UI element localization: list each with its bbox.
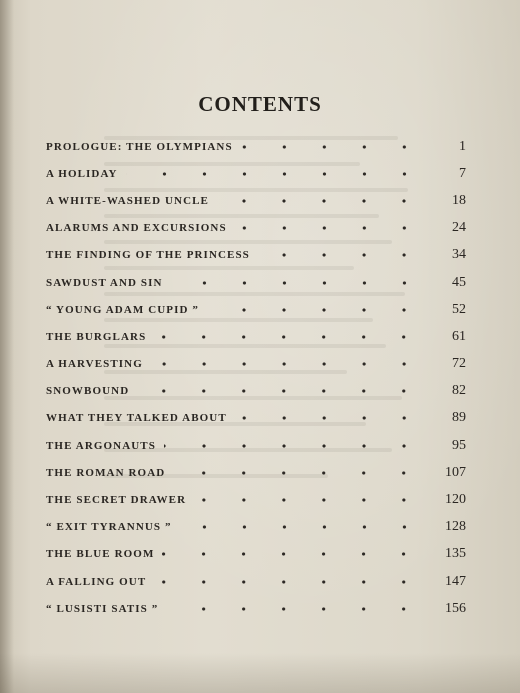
entry-title: THE ROMAN ROAD (46, 466, 166, 479)
dot-leader (258, 250, 424, 260)
contents-entry[interactable] (46, 378, 466, 405)
contents-entry[interactable] (46, 541, 466, 568)
dot-leader (194, 495, 424, 505)
dot-leader (154, 332, 424, 342)
entry-title: THE BLUE ROOM (46, 548, 155, 561)
entry-page-number: 147 (445, 573, 466, 589)
entry-title: PROLOGUE: THE OLYMPIANS (46, 140, 233, 153)
entry-page-number: 61 (452, 328, 466, 344)
entry-page-number: 72 (452, 356, 466, 372)
contents-entry[interactable] (46, 568, 466, 595)
contents-entry[interactable] (46, 486, 466, 513)
dot-leader (180, 522, 424, 532)
contents-entry[interactable] (46, 133, 466, 160)
contents-entry[interactable] (46, 459, 466, 486)
dot-leader (217, 196, 424, 206)
entry-page-number: 24 (452, 220, 466, 236)
dot-leader (207, 305, 424, 315)
entry-title: A WHITE-WASHED UNCLE (46, 194, 209, 207)
dot-leader (137, 386, 424, 396)
contents-entry[interactable] (46, 323, 466, 350)
contents-list (46, 133, 466, 622)
dot-leader (166, 604, 424, 614)
entry-page-number: 135 (445, 546, 466, 562)
contents-entry[interactable] (46, 160, 466, 187)
entry-title: THE BURGLARS (46, 330, 147, 343)
entry-title: A FALLING OUT (46, 575, 147, 588)
entry-page-number: 45 (452, 274, 466, 290)
entry-page-number: 156 (445, 600, 466, 616)
entry-title: SAWDUST AND SIN (46, 276, 163, 289)
contents-entry[interactable] (46, 242, 466, 269)
dot-leader (235, 223, 424, 233)
entry-title: THE FINDING OF THE PRINCESS (46, 249, 250, 262)
entry-page-number: 18 (452, 192, 466, 208)
entry-title: THE SECRET DRAWER (46, 494, 187, 507)
entry-page-number: 7 (459, 165, 466, 181)
entry-title: A HARVESTING (46, 358, 143, 371)
contents-entry[interactable] (46, 187, 466, 214)
bottom-shadow (0, 653, 520, 693)
dot-leader (241, 142, 424, 152)
contents-entry[interactable] (46, 269, 466, 296)
contents-entry[interactable] (46, 514, 466, 541)
entry-title: “ EXIT TYRANNUS ” (46, 521, 172, 534)
dot-leader (171, 278, 424, 288)
entry-title: “ YOUNG ADAM CUPID ” (46, 303, 199, 316)
dot-leader (154, 577, 424, 587)
entry-page-number: 95 (452, 437, 466, 453)
entry-title: ALARUMS AND EXCURSIONS (46, 222, 227, 235)
entry-title: THE ARGONAUTS (46, 439, 156, 452)
entry-page-number: 89 (452, 410, 466, 426)
dot-leader (126, 169, 424, 179)
dot-leader (235, 413, 424, 423)
entry-page-number: 107 (445, 464, 466, 480)
contents-title: CONTENTS (198, 92, 322, 116)
dot-leader (162, 549, 424, 559)
contents-entry[interactable] (46, 432, 466, 459)
contents-entry[interactable] (46, 351, 466, 378)
contents-entry[interactable] (46, 405, 466, 432)
contents-entry[interactable] (46, 215, 466, 242)
entry-page-number: 34 (452, 247, 466, 263)
contents-entry[interactable] (46, 595, 466, 622)
entry-page-number: 52 (452, 301, 466, 317)
dot-leader (164, 441, 424, 451)
entry-title: A HOLIDAY (46, 167, 118, 180)
dot-leader (173, 468, 424, 478)
contents-entry[interactable] (46, 296, 466, 323)
entry-page-number: 82 (452, 383, 466, 399)
entry-title: WHAT THEY TALKED ABOUT (46, 412, 227, 425)
entry-page-number: 128 (445, 519, 466, 535)
entry-title: SNOWBOUND (46, 385, 130, 398)
entry-title: “ LUSISTI SATIS ” (46, 602, 159, 615)
entry-page-number: 1 (459, 138, 466, 154)
dot-leader (151, 359, 424, 369)
entry-page-number: 120 (445, 492, 466, 508)
